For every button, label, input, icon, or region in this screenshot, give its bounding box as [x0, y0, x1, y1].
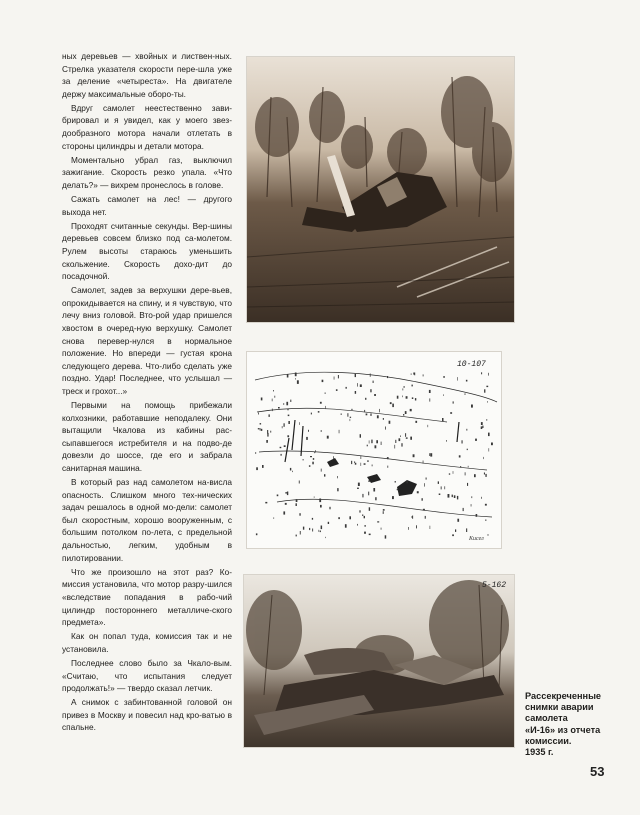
caption-line: Рассекреченные [525, 691, 602, 701]
paragraph: Сажать самолет на лес! — другого выхода нет. [62, 194, 232, 217]
paragraph: В который раз над самолетом на-висла опасность. Слишком много тех-нических задач решалось в одной мо-дели: самолет был скоростным, хорошо вооруженным, с большим потолком по-лета, с предельной дальностью, легким, удобным в пилотировании. [62, 477, 232, 563]
caption-line: «И-16» из отчета [525, 724, 601, 735]
photo-caption [525, 691, 623, 758]
crash-sketch-image [247, 352, 501, 548]
crash-photo-wreck [244, 575, 514, 747]
paragraph: Что же произошло на этот раз? Ко-миссия установила, что мотор разру-шился «вследствие попадания в рабо-чий цилиндр постороннего металличе-ского предмета». [62, 566, 232, 628]
paragraph: Проходят считанные секунды. Вер-шины деревьев совсем близко под са-молетом. Рулем высоты стараюсь уменьшить скольжение. Скорость дохо-дит до посадочной. [62, 220, 232, 282]
article-text [62, 50, 232, 735]
sketch-id-label: 10-107 [457, 360, 486, 369]
crash-sketch [247, 352, 501, 548]
crash-photo-wreck-image [244, 575, 514, 747]
caption-line: 1935 г. [525, 747, 554, 758]
crash-photo-forest [247, 57, 514, 322]
paragraph: Моментально убрал газ, выключил зажигание. Скорость резко упала. «Что делать?» — вихрем пронеслось в голове. [62, 154, 232, 190]
paragraph: А снимок с забинтованной головой он привез в Москву и повесил над кро-ватью в спальне. [62, 697, 232, 733]
paragraph: Последнее слово было за Чкало-вым. «Считаю, что испытания следует продолжать!» — твердо сказал летчик. [62, 657, 232, 694]
paragraph: Первыми на помощь прибежали колхозники, работавшие неподалеку. Они вытащили Чкалова из кабины рас-сыпавшегося истребителя и на подво-де довезли до шоссе, где его и забрала санитарная машина. [62, 400, 232, 473]
paragraph: Самолет, задев за верхушки дере-вьев, опрокидывается на спину, и я чувствую, что лечу вниз головой. Вто-рой удар пришелся хвостом в очеред-ную верхушку. Самолет снова перевер-нулся в нормальное положение. Но впереди — густая крона следующего дерева. Что-либо сделать уже поздно. Удар! Последнее, что услышал — треск и грохот...» [62, 285, 232, 396]
paragraph: Как он попал туда, комиссия так и не установила. [62, 631, 232, 654]
sketch-signature: Кисел [469, 536, 484, 542]
crash-photo-forest-image [247, 57, 514, 322]
caption-line: самолета [525, 713, 568, 724]
page-number: 53 [590, 764, 605, 779]
paragraph: ных деревьев — хвойных и листвен-ных. Стрелка указателя скорости пере-шла уже за деление «четыреста». На двигателе держу максимальные оборо-ты. [62, 51, 232, 99]
caption-line: комиссии. [525, 735, 572, 746]
wreck-photo-id-label: 5-162 [482, 581, 507, 590]
caption-line: снимки аварии [525, 702, 594, 713]
paragraph: Вдруг самолет неестественно зави-брировал и я увидел, как у моего звез-дообразного мотора начали отлетать в стороны цилиндры и детали мотора. [62, 102, 232, 151]
